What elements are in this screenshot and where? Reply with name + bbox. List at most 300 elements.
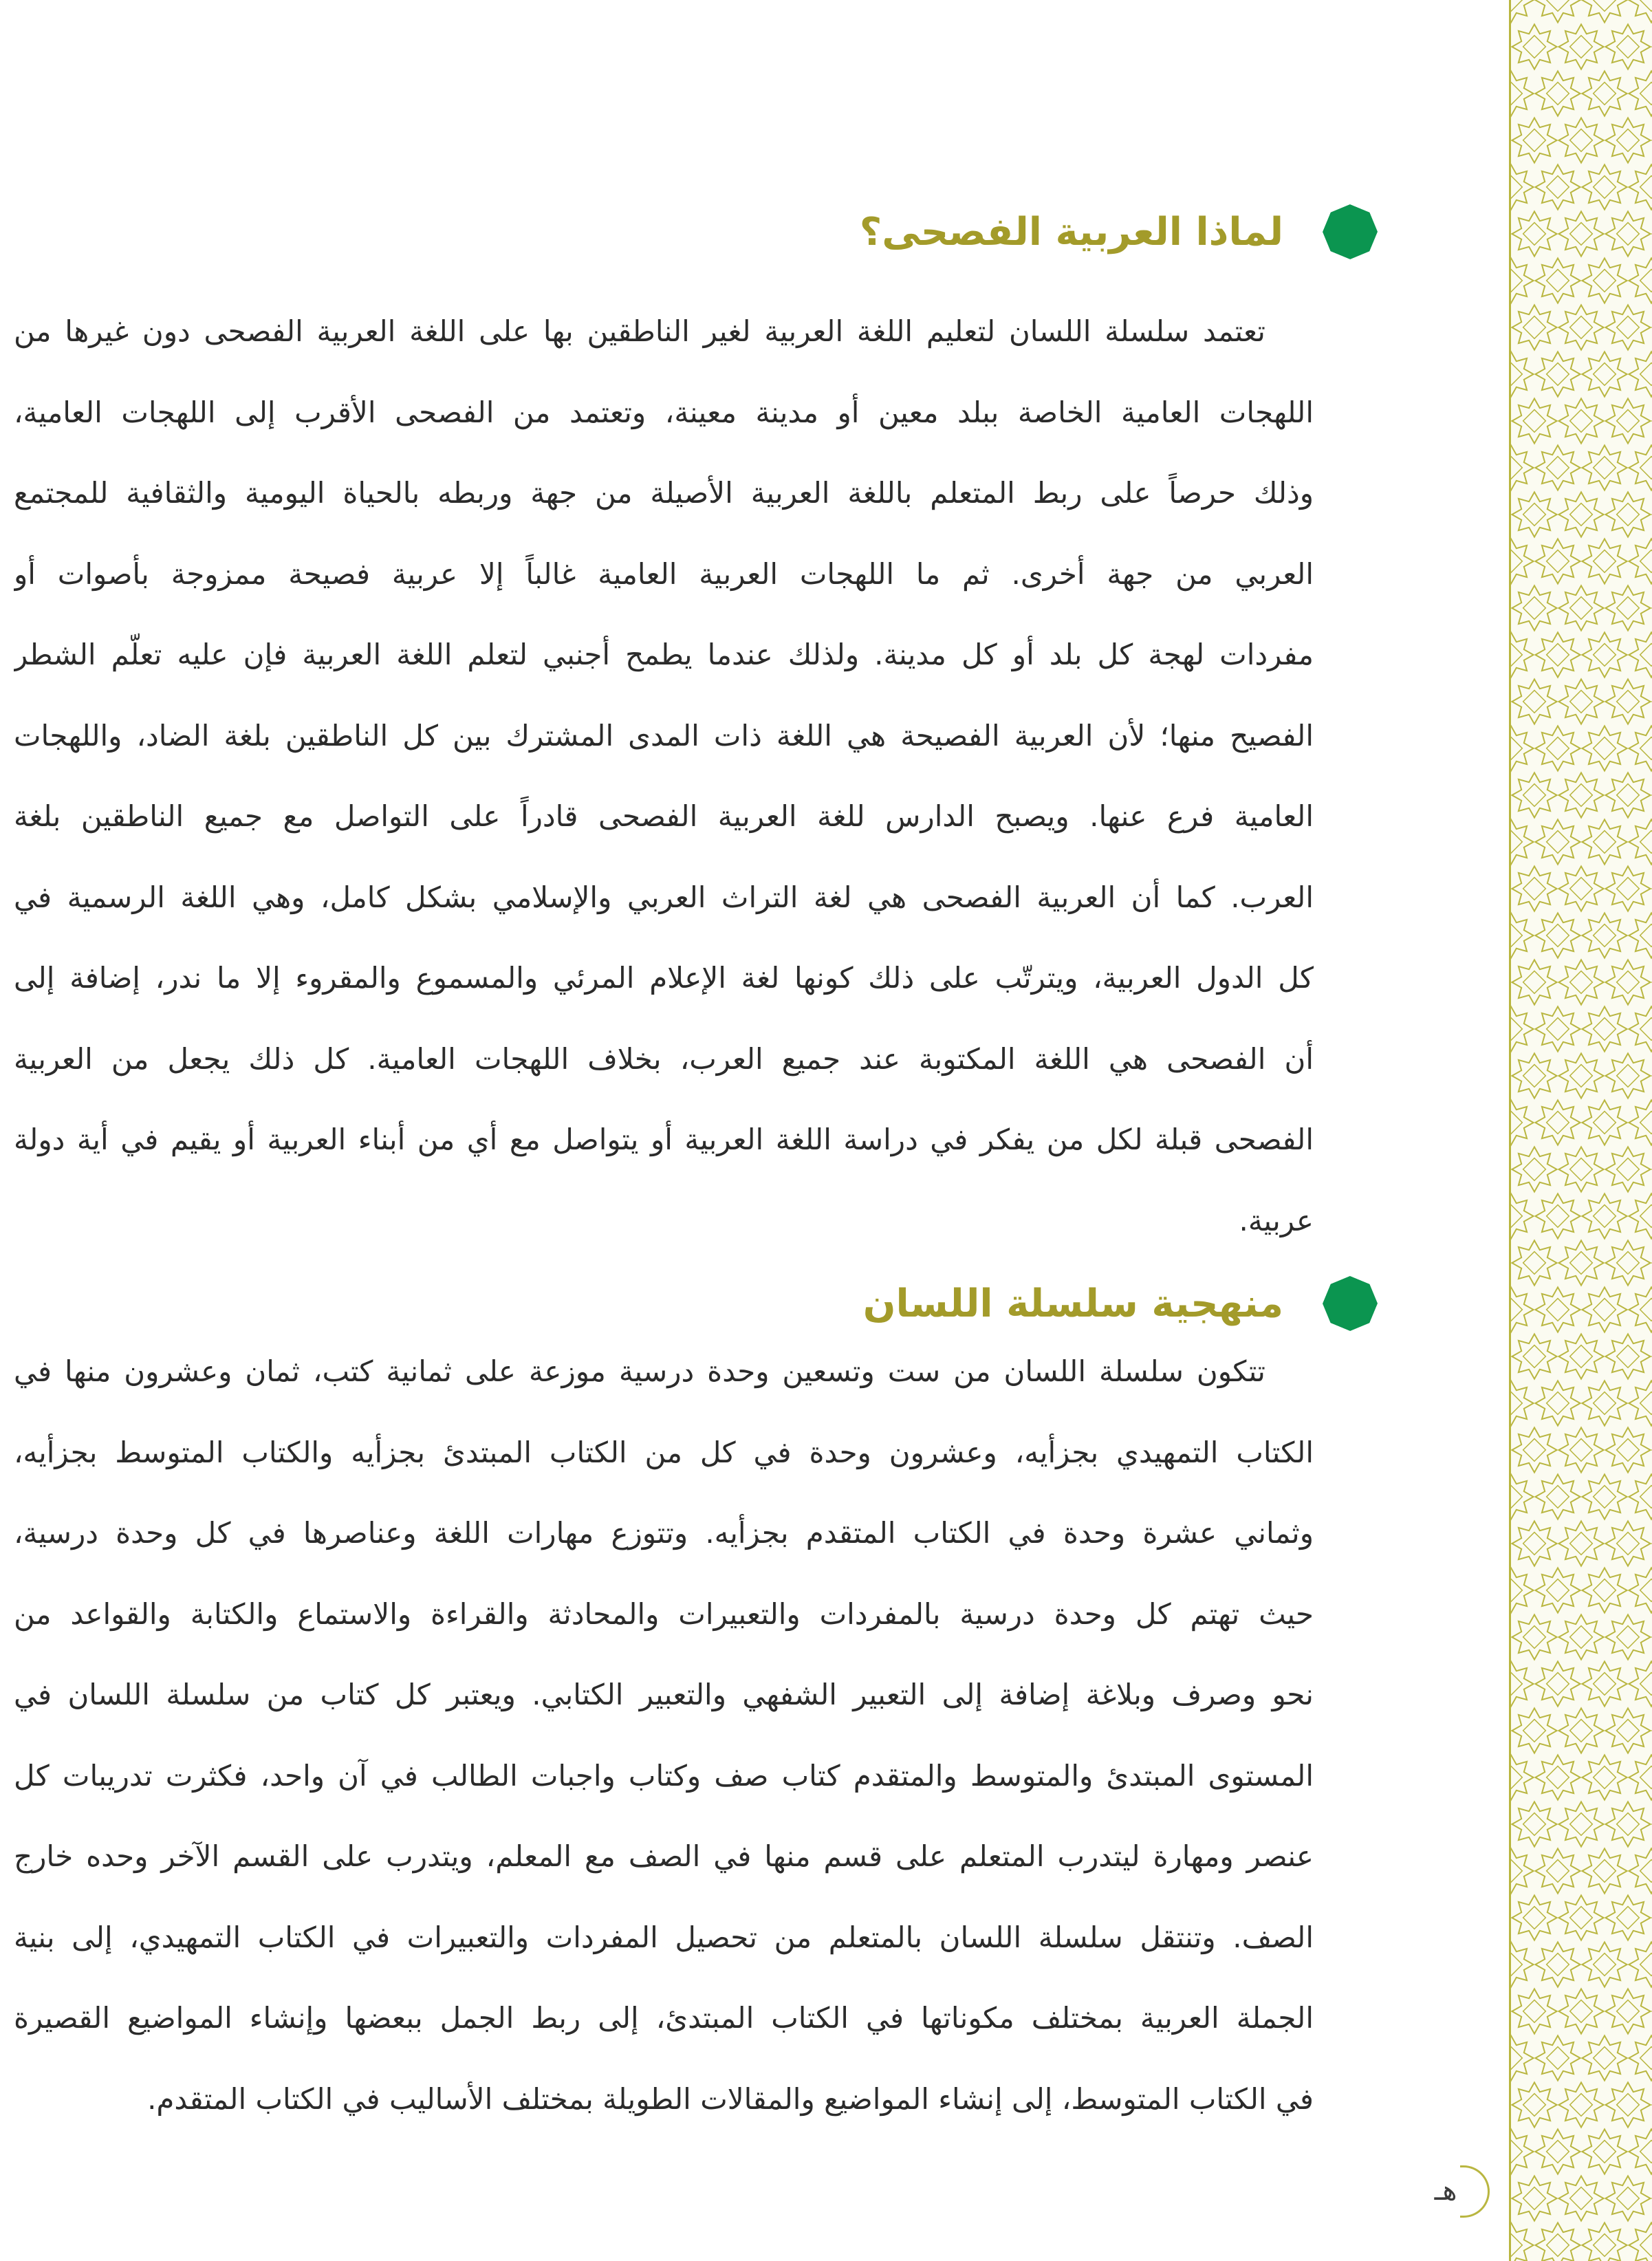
pattern-star <box>1511 2222 1534 2261</box>
pattern-square <box>1617 316 1640 339</box>
section-heading-methodology <box>863 1278 1376 1329</box>
text-line: عنصر ومهارة ليتدرب المتعلم على قسم منها في الصف مع المعلم، ويتدرب على القسم الآخر وحده خارج <box>14 1839 1314 1873</box>
pattern-star <box>1558 1802 1603 1846</box>
pattern-square <box>1617 1252 1640 1275</box>
pattern-star <box>1582 2129 1627 2174</box>
pattern-square <box>1511 737 1522 760</box>
pattern-star <box>1512 585 1556 630</box>
pattern-star <box>1582 71 1627 116</box>
pattern-square <box>1594 457 1616 479</box>
text-line: مفردات لهجة كل بلد أو كل مدينة. ولذلك عندما يطمح أجنبي لتعلم اللغة العربية فإن عليه تعلّم الشطر <box>14 638 1314 671</box>
pattern-square <box>1523 1813 1546 1836</box>
pattern-star <box>1558 1334 1603 1378</box>
bullet-icon <box>1317 1270 1384 1337</box>
pattern-star <box>1512 2082 1556 2127</box>
pattern-square <box>1570 971 1593 994</box>
pattern-square <box>1640 1954 1652 1976</box>
pattern-star <box>1511 0 1534 23</box>
pattern-star <box>1605 1989 1650 2033</box>
pattern-star <box>1582 2222 1627 2261</box>
pattern-square <box>1511 1954 1522 1976</box>
pattern-star <box>1605 1427 1650 1472</box>
pattern-star <box>1605 1240 1650 1285</box>
text-line: أن الفصحى هي اللغة المكتوبة عند جميع العرب، بخلاف اللهجات العامية. كل ذلك يجعل من العربية <box>14 1041 1314 1076</box>
pattern-square <box>1511 270 1522 292</box>
pattern-square <box>1511 2141 1522 2163</box>
pattern-square <box>1570 878 1593 900</box>
pattern-star <box>1535 1381 1580 1425</box>
pattern-star <box>1535 1474 1580 1519</box>
pattern-square <box>1511 1392 1522 1415</box>
pattern-star <box>1512 492 1556 537</box>
pattern-square <box>1570 1065 1593 1088</box>
pattern-square <box>1570 1345 1593 1368</box>
pattern-square <box>1511 2234 1522 2257</box>
pattern-square <box>1547 2047 1569 2070</box>
pattern-star <box>1582 445 1627 490</box>
pattern-star <box>1535 1193 1580 1238</box>
pattern-star <box>1535 164 1580 209</box>
pattern-square <box>1594 1018 1616 1041</box>
pattern-star <box>1558 2176 1603 2220</box>
pattern-star <box>1512 1614 1556 1659</box>
pattern-square <box>1617 784 1640 807</box>
pattern-star <box>1605 679 1650 724</box>
pattern-square <box>1523 129 1546 152</box>
pattern-square <box>1640 2047 1652 2070</box>
pattern-star <box>1535 445 1580 490</box>
pattern-star <box>1535 1287 1580 1332</box>
pattern-square <box>1547 1205 1569 1228</box>
pattern-star <box>1512 305 1556 349</box>
paragraph-why-fusha <box>14 291 1314 1261</box>
pattern-square <box>1594 363 1616 386</box>
pattern-star <box>1582 1100 1627 1145</box>
pattern-square <box>1547 550 1569 573</box>
text-line: حيث تهتم كل وحدة درسية بالمفردات والتعبيرات والمحادثة والقراءة والاستماع والكتابة والقواعد من <box>14 1597 1314 1631</box>
pattern-square <box>1523 971 1546 994</box>
decorative-border <box>1509 0 1652 2261</box>
pattern-star <box>1512 1334 1556 1378</box>
pattern-square <box>1640 1112 1652 1134</box>
pattern-star <box>1582 1006 1627 1051</box>
pattern-star <box>1512 1895 1556 1940</box>
pattern-square <box>1617 36 1640 58</box>
text-line: الفصحى قبلة لكل من يفكر في دراسة اللغة العربية أو يتواصل مع أي من أبناء العربية أو يقيم في أية دولة <box>14 1123 1314 1156</box>
text-line: وثماني عشرة وحدة في الكتاب المتقدم بجزأيه. وتتوزع مهارات اللغة وعناصرها في كل وحدة درسية، <box>14 1516 1314 1550</box>
pattern-square <box>1640 457 1652 479</box>
pattern-square <box>1547 924 1569 947</box>
pattern-square <box>1640 924 1652 947</box>
section-title: لماذا العربية الفصحى؟ <box>859 209 1283 255</box>
pattern-square <box>1617 2000 1640 2023</box>
pattern-square <box>1617 410 1640 433</box>
pattern-star <box>1535 1661 1580 1706</box>
pattern-square <box>1511 176 1522 199</box>
pattern-square <box>1523 878 1546 900</box>
text-line: كل الدول العربية، ويترتّب على ذلك كونها لغة الإعلام المرئي والمسموع والمقروء إلا ما ندر، إضافة إلى <box>14 961 1314 995</box>
pattern-square <box>1547 1766 1569 1789</box>
pattern-square <box>1511 1486 1522 1508</box>
pattern-star <box>1582 539 1627 583</box>
pattern-square <box>1547 1954 1569 1976</box>
text-line: اللهجات العامية الخاصة ببلد معين أو مدينة معينة، وتعتمد من الفصحى الأقرب إلى اللهجات العامية، <box>14 395 1314 429</box>
pattern-star <box>1558 1147 1603 1191</box>
pattern-star <box>1605 960 1650 1004</box>
pattern-square <box>1594 270 1616 292</box>
pattern-star <box>1535 1755 1580 1799</box>
pattern-star <box>1512 24 1556 69</box>
pattern-star <box>1535 726 1580 770</box>
content-area <box>7 0 1376 2261</box>
pattern-star <box>1605 1053 1650 1098</box>
pattern-square <box>1617 691 1640 713</box>
pattern-star <box>1558 398 1603 443</box>
pattern-square <box>1594 2047 1616 2070</box>
pattern-square <box>1594 1299 1616 1321</box>
pattern-square <box>1547 1579 1569 1602</box>
pattern-star <box>1512 866 1556 911</box>
pattern-star <box>1558 772 1603 817</box>
pattern-star <box>1582 1848 1627 1893</box>
pattern-square <box>1523 597 1546 620</box>
pattern-square <box>1523 1533 1546 1555</box>
pattern-square <box>1640 1299 1652 1321</box>
pattern-star <box>1605 1802 1650 1846</box>
pattern-star <box>1582 1568 1627 1612</box>
pattern-star <box>1535 2222 1580 2261</box>
pattern-square <box>1640 737 1652 760</box>
pattern-square <box>1640 1673 1652 1696</box>
pattern-square <box>1617 971 1640 994</box>
pattern-square <box>1511 363 1522 386</box>
text-line: الكتاب التمهيدي بجزأيه، وعشرون وحدة في كل من الكتاب المبتدئ بجزأيه والكتاب المتوسط بجزأيه، <box>14 1435 1314 1469</box>
pattern-star <box>1629 2222 1652 2261</box>
pattern-square <box>1547 1299 1569 1321</box>
pattern-star <box>1605 772 1650 817</box>
pattern-square <box>1511 924 1522 947</box>
pattern-star <box>1558 2082 1603 2127</box>
pattern-square <box>1523 1439 1546 1462</box>
pattern-star <box>1535 1006 1580 1051</box>
pattern-star <box>1512 118 1556 162</box>
pattern-star <box>1535 1100 1580 1145</box>
pattern-star <box>1535 819 1580 864</box>
pattern-square <box>1594 924 1616 947</box>
pattern-square <box>1570 1158 1593 1181</box>
pattern-star <box>1582 1942 1627 1987</box>
pattern-star <box>1512 211 1556 256</box>
pattern-square <box>1594 1673 1616 1696</box>
pattern-star <box>1512 1802 1556 1846</box>
pattern-square <box>1570 223 1593 246</box>
pattern-square <box>1547 737 1569 760</box>
pattern-star <box>1558 1614 1603 1659</box>
pattern-square <box>1640 1018 1652 1041</box>
pattern-square <box>1617 1345 1640 1368</box>
pattern-square <box>1547 457 1569 479</box>
pattern-square <box>1547 363 1569 386</box>
pattern-star <box>1558 679 1603 724</box>
text-line: الفصيح منها؛ لأن العربية الفصيحة هي اللغة ذات المدى المشترك بين كل الناطقين بلغة الضاد، واللهجات <box>14 718 1314 753</box>
pattern-star <box>1535 632 1580 677</box>
pattern-square <box>1523 2187 1546 2210</box>
pattern-square <box>1511 1018 1522 1041</box>
pattern-square <box>1594 550 1616 573</box>
pattern-square <box>1617 1533 1640 1555</box>
pattern-square <box>1594 1579 1616 1602</box>
pattern-square <box>1640 1486 1652 1508</box>
pattern-star <box>1605 305 1650 349</box>
pattern-square <box>1570 129 1593 152</box>
pattern-star <box>1535 1942 1580 1987</box>
pattern-square <box>1570 2000 1593 2023</box>
pattern-square <box>1617 129 1640 152</box>
pattern-star <box>1605 1895 1650 1940</box>
pattern-star <box>1512 1708 1556 1753</box>
pattern-star <box>1629 0 1652 23</box>
pattern-square <box>1547 270 1569 292</box>
section-title: منهجية سلسلة اللسان <box>862 1281 1283 1326</box>
pattern-star <box>1605 2082 1650 2127</box>
pattern-square <box>1570 1907 1593 1929</box>
pattern-star <box>1512 2176 1556 2220</box>
pattern-star <box>1512 1989 1556 2033</box>
pattern-square <box>1640 270 1652 292</box>
pattern-square <box>1594 1860 1616 1883</box>
pattern-star <box>1582 1755 1627 1799</box>
pattern-square <box>1547 1112 1569 1134</box>
pattern-star <box>1535 539 1580 583</box>
text-line: تعتمد سلسلة اللسان لتعليم اللغة العربية لغير الناطقين بها على اللغة العربية الفصحى دون غيرها من <box>14 314 1265 348</box>
pattern-square <box>1511 1673 1522 1696</box>
pattern-star <box>1512 398 1556 443</box>
pattern-star <box>1558 585 1603 630</box>
pattern-square <box>1640 1392 1652 1415</box>
text-line: في الكتاب المتوسط، إلى إنشاء المواضيع والمقالات الطويلة بمختلف الأساليب في الكتاب المتقدم. <box>147 2081 1314 2116</box>
pattern-square <box>1523 36 1546 58</box>
pattern-star <box>1535 913 1580 958</box>
pattern-square <box>1617 1907 1640 1929</box>
pattern-star <box>1512 679 1556 724</box>
pattern-square <box>1594 2234 1616 2257</box>
pattern-square <box>1547 2141 1569 2163</box>
pattern-star <box>1512 1427 1556 1472</box>
pattern-star <box>1558 24 1603 69</box>
pattern-square <box>1523 1626 1546 1649</box>
pattern-star <box>1512 1521 1556 1566</box>
pattern-square <box>1570 410 1593 433</box>
pattern-square <box>1594 1205 1616 1228</box>
geometric-pattern-icon <box>1511 0 1652 2261</box>
pattern-star <box>1558 1989 1603 2033</box>
pattern-square <box>1523 2094 1546 2117</box>
text-line: المستوى المبتدئ والمتوسط والمتقدم كتاب صف وكتاب واجبات الطالب في آن واحد، فكثرت تدريبات كل <box>14 1758 1314 1793</box>
pattern-square <box>1511 1299 1522 1321</box>
pattern-square <box>1511 2047 1522 2070</box>
pattern-square <box>1547 1860 1569 1883</box>
pattern-star <box>1535 351 1580 396</box>
pattern-star <box>1558 960 1603 1004</box>
pattern-square <box>1617 223 1640 246</box>
pattern-square <box>1547 1673 1569 1696</box>
text-line: نحو وصرف وبلاغة إضافة إلى التعبير الشفهي والتعبير الكتابي. ويعتبر كل كتاب من سلسلة اللسان في <box>14 1678 1314 1711</box>
pattern-star <box>1582 351 1627 396</box>
pattern-square <box>1547 1018 1569 1041</box>
pattern-square <box>1594 1486 1616 1508</box>
pattern-square <box>1570 1626 1593 1649</box>
pattern-star <box>1605 1708 1650 1753</box>
pattern-square <box>1617 1813 1640 1836</box>
pattern-square <box>1570 1813 1593 1836</box>
pattern-square <box>1640 831 1652 854</box>
section-heading-why-fusha <box>860 206 1376 257</box>
text-line: العرب. كما أن العربية الفصحى هي لغة التراث العربي والإسلامي بشكل كامل، وهي اللغة الرسمية في <box>14 880 1314 914</box>
pattern-square <box>1523 784 1546 807</box>
pattern-star <box>1558 211 1603 256</box>
pattern-square <box>1523 2000 1546 2023</box>
pattern-square <box>1523 223 1546 246</box>
pattern-square <box>1547 831 1569 854</box>
pattern-square <box>1640 0 1652 11</box>
bullet-icon <box>1317 199 1384 266</box>
pattern-star <box>1582 1193 1627 1238</box>
pattern-square <box>1511 1112 1522 1134</box>
pattern-square <box>1617 1065 1640 1088</box>
pattern-square <box>1511 1766 1522 1789</box>
pattern-square <box>1511 457 1522 479</box>
pattern-square <box>1594 737 1616 760</box>
page-number: هـ <box>1434 2175 1457 2207</box>
pattern-star <box>1535 2129 1580 2174</box>
pattern-star <box>1582 1381 1627 1425</box>
pattern-star <box>1605 1521 1650 1566</box>
pattern-star <box>1512 960 1556 1004</box>
pattern-square <box>1640 1860 1652 1883</box>
pattern-star <box>1605 24 1650 69</box>
pattern-star <box>1512 1240 1556 1285</box>
pattern-square <box>1570 1720 1593 1742</box>
pattern-square <box>1617 1626 1640 1649</box>
pattern-star <box>1605 1334 1650 1378</box>
pattern-square <box>1617 1720 1640 1742</box>
pattern-star <box>1558 1895 1603 1940</box>
pattern-square <box>1640 2234 1652 2257</box>
pattern-square <box>1511 1205 1522 1228</box>
pattern-star <box>1582 2035 1627 2080</box>
pattern-square <box>1523 1158 1546 1181</box>
pattern-square <box>1570 316 1593 339</box>
pattern-square <box>1640 1579 1652 1602</box>
pattern-square <box>1640 363 1652 386</box>
pattern-square <box>1570 1533 1593 1555</box>
pattern-star <box>1605 2176 1650 2220</box>
paragraph-methodology <box>14 1331 1314 2139</box>
pattern-square <box>1594 1954 1616 1976</box>
pattern-square <box>1640 644 1652 667</box>
pattern-square <box>1594 83 1616 105</box>
pattern-square <box>1547 1486 1569 1508</box>
pattern-star <box>1605 118 1650 162</box>
pattern-square <box>1640 83 1652 105</box>
pattern-star <box>1558 492 1603 537</box>
pattern-square <box>1594 2141 1616 2163</box>
pattern-square <box>1547 176 1569 199</box>
pattern-square <box>1547 83 1569 105</box>
pattern-square <box>1640 1766 1652 1789</box>
pattern-square <box>1570 2187 1593 2210</box>
pattern-star <box>1558 866 1603 911</box>
pattern-star <box>1605 398 1650 443</box>
pattern-star <box>1558 305 1603 349</box>
pattern-star <box>1535 1848 1580 1893</box>
pattern-square <box>1594 644 1616 667</box>
pattern-square <box>1617 1158 1640 1181</box>
pattern-star <box>1582 913 1627 958</box>
pattern-square <box>1594 0 1616 11</box>
pattern-star <box>1512 772 1556 817</box>
pattern-star <box>1512 1053 1556 1098</box>
pattern-star <box>1582 1661 1627 1706</box>
pattern-star <box>1558 118 1603 162</box>
pattern-square <box>1617 2187 1640 2210</box>
pattern-star <box>1535 71 1580 116</box>
pattern-square <box>1570 2094 1593 2117</box>
pattern-square <box>1617 2094 1640 2117</box>
pattern-star <box>1582 258 1627 303</box>
pattern-square <box>1511 831 1522 854</box>
pattern-square <box>1511 1579 1522 1602</box>
pattern-square <box>1640 2141 1652 2163</box>
pattern-square <box>1523 1252 1546 1275</box>
pattern-star <box>1605 585 1650 630</box>
pattern-square <box>1523 1720 1546 1742</box>
pattern-square <box>1523 316 1546 339</box>
pattern-square <box>1617 878 1640 900</box>
pattern-star <box>1558 1240 1603 1285</box>
pattern-star <box>1582 164 1627 209</box>
pattern-star <box>1605 211 1650 256</box>
pattern-square <box>1640 1205 1652 1228</box>
pattern-star <box>1605 866 1650 911</box>
pattern-square <box>1570 784 1593 807</box>
pattern-star <box>1535 2035 1580 2080</box>
pattern-square <box>1547 2234 1569 2257</box>
pattern-star <box>1558 1053 1603 1098</box>
text-line: عربية. <box>1239 1203 1314 1237</box>
pattern-square <box>1511 644 1522 667</box>
pattern-star <box>1605 492 1650 537</box>
pattern-star <box>1558 1521 1603 1566</box>
pattern-star <box>1605 1614 1650 1659</box>
pattern-square <box>1570 691 1593 713</box>
text-line: وذلك حرصاً على ربط المتعلم باللغة العربية الأصيلة من جهة وربطه بالحياة اليومية والثقافية للمجتمع <box>14 476 1314 510</box>
text-line: العامية فرع عنها. ويصبح الدارس للغة العربية الفصحى قادراً على التواصل مع جميع الناطقين بلغة <box>14 799 1314 833</box>
pattern-star <box>1535 258 1580 303</box>
pattern-square <box>1511 1860 1522 1883</box>
pattern-square <box>1547 1392 1569 1415</box>
pattern-square <box>1547 0 1569 11</box>
pattern-square <box>1511 550 1522 573</box>
text-line: الجملة العربية بمختلف مكوناتها في الكتاب المبتدئ، إلى ربط الجمل ببعضها وإنشاء المواضيع القصيرة <box>14 2001 1314 2035</box>
pattern-square <box>1547 644 1569 667</box>
pattern-star <box>1582 726 1627 770</box>
pattern-square <box>1523 410 1546 433</box>
pattern-square <box>1594 1112 1616 1134</box>
pattern-square <box>1523 1907 1546 1929</box>
pattern-square <box>1594 176 1616 199</box>
pattern-square <box>1570 36 1593 58</box>
